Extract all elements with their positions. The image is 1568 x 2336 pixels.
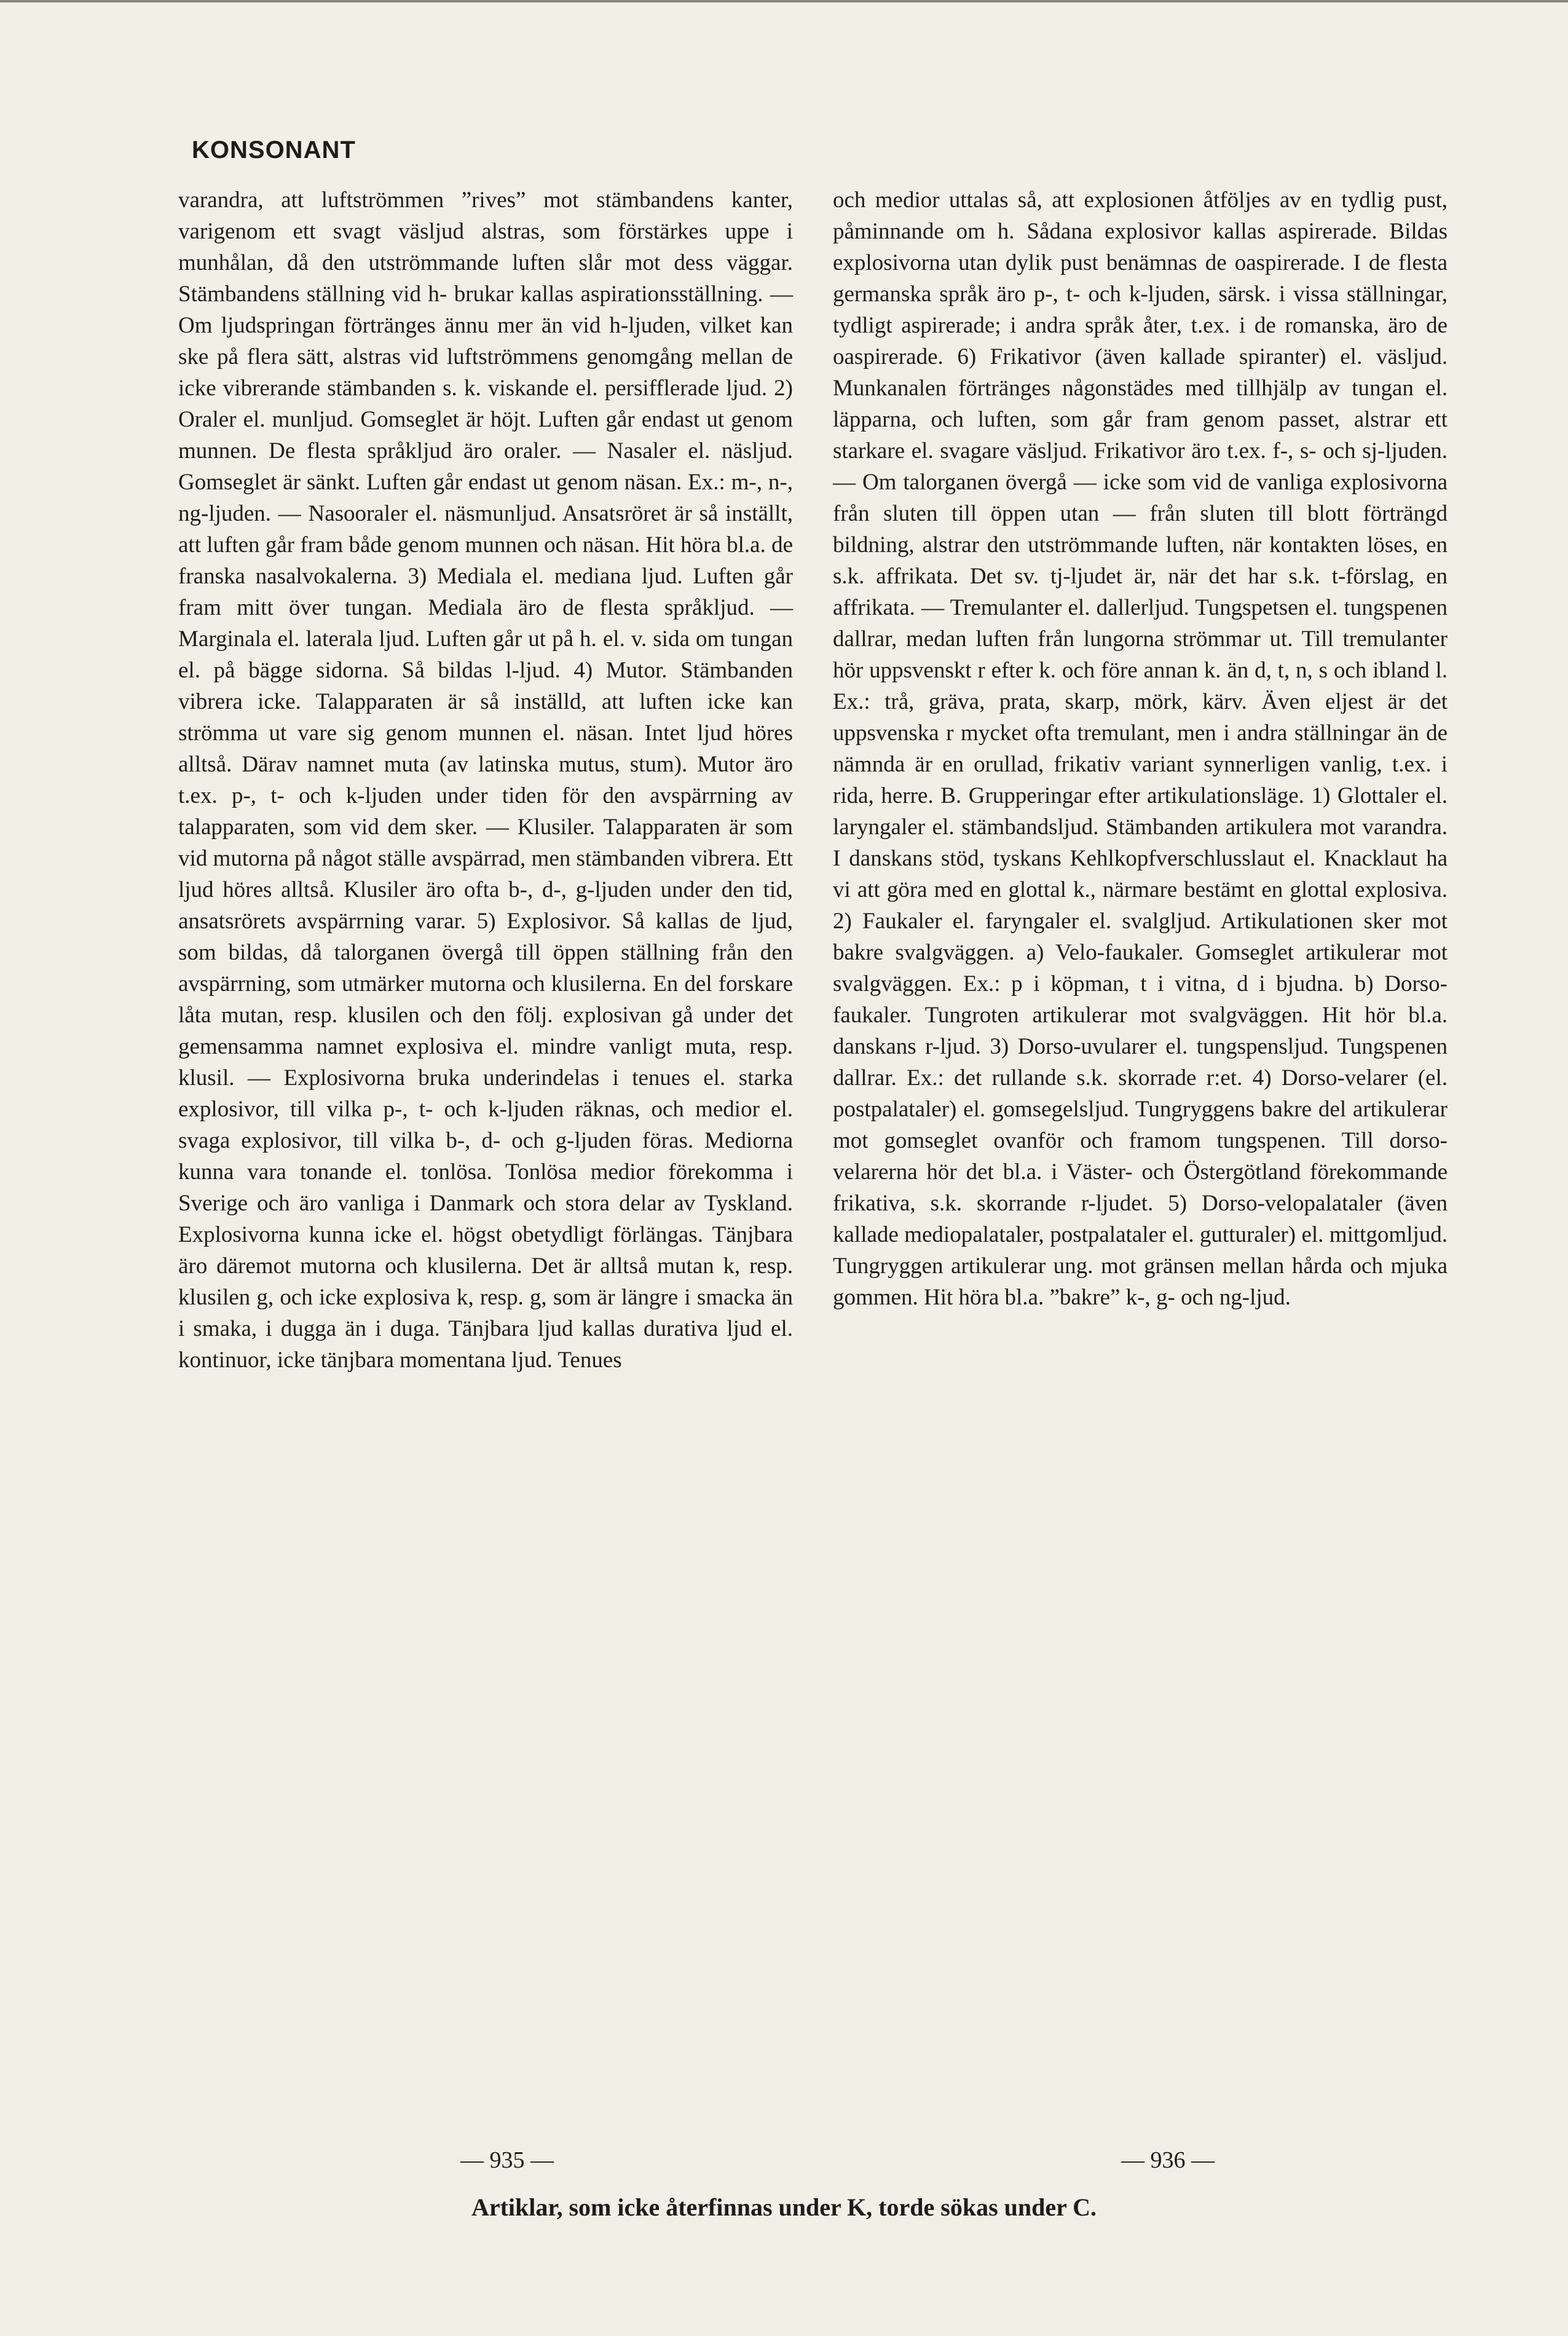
page-header: KONSONANT [192, 136, 356, 164]
page-edge [0, 0, 1568, 2]
left-column [178, 184, 793, 1376]
right-column [833, 184, 1448, 1313]
page-number-left: — 935 — [460, 2147, 554, 2173]
left-column-text: varandra, att luftströmmen ”rives” mot stämbandens kanter, varigenom ett svagt väsljud alstras, som förstärkes uppe i munhålan, då den utströmmande luften slår mot dess väggar. Stämbandens ställning vid h- brukar kallas aspirationsställning. — Om ljudspringan förtränges ännu mer än vid h-ljuden, vilket kan ske på flera sätt, alstras vid luftströmmens genomgång mellan de icke vibrerande stämbanden s. k. viskande el. persifflerade ljud. 2) Oraler el. munljud. Gomseglet är höjt. Luften går endast ut genom munnen. De flesta språkljud äro oraler. — Nasaler el. näsljud. Gomseglet är sänkt. Luften går endast ut genom näsan. Ex.: m-, n-, ng-ljuden. — Nasooraler el. näsmunljud. Ansatsröret är så inställt, att luften går fram både genom munnen och näsan. Hit höra bl.a. de franska nasalvokalerna. 3) Mediala el. mediana ljud. Luften går fram mitt över tungan. Mediala äro de flesta språkljud. — Marginala el. laterala ljud. Luften går ut på h. el. v. sida om tungan el. på bägge sidorna. Så bildas l-ljud. 4) Mutor. Stämbanden vibrera icke. Talapparaten är så inställd, att luften icke kan strömma ut vare sig genom munnen el. näsan. Intet ljud höres alltså. Därav namnet muta (av latinska mutus, stum). Mutor äro t.ex. p-, t- och k-ljuden under tiden för den avspärrning av talapparaten, som vid dem sker. — Klusiler. Talapparaten är som vid mutorna på något ställe avspärrad, men stämbanden vibrera. Ett ljud höres alltså. Klusiler äro ofta b-, d-, g-ljuden under den tid, ansatsrörets avspärrning varar. 5) Explosivor. Så kallas de ljud, som bildas, då talorganen övergå till öppen ställning från den avspärrning, som utmärker mutorna och klusilerna. En del forskare låta mutan, resp. klusilen och den följ. explosivan gå under det gemensamma namnet explosiva el. mindre vanligt muta, resp. klusil. — Explosivorna bruka underindelas i tenues el. starka explosivor, till vilka p-, t- och k-ljuden räknas, och medior el. svaga explosivor, till vilka b-, d- och g-ljuden föras. Mediorna kunna vara tonande el. tonlösa. Tonlösa medior förekomma i Sverige och äro vanliga i Danmark och stora delar av Tyskland. Explosivorna kunna icke el. högst obetydligt förlängas. Tänjbara äro däremot mutorna och klusilerna. Det är alltså mutan k, resp. klusilen g, och icke explosiva k, resp. g, som är längre i smacka än i smaka, i dugga än i duga. Tänjbara ljud kallas durativa ljud el. kontinuor, icke tänjbara momentana ljud. Tenues [178, 187, 793, 1373]
right-column-text: och medior uttalas så, att explosionen åtföljes av en tydlig pust, påminnande om h. Sådana explosivor kallas aspirerade. Bildas explosivorna utan dylik pust benämnas de oaspirerade. I de flesta germanska språk äro p-, t- och k-ljuden, särsk. i vissa ställningar, tydligt aspirerade; i andra språk åter, t.ex. i de romanska, äro de oaspirerade. 6) Frikativor (även kallade spiranter) el. väsljud. Munkanalen förtränges någonstädes med tillhjälp av tungan el. läpparna, och luften, som går fram genom passet, alstrar ett starkare el. svagare väsljud. Frikativor äro t.ex. f-, s- och sj-ljuden. — Om talorganen övergå — icke som vid de vanliga explosivorna från sluten till öppen utan — från sluten till blott förträngd bildning, alstrar den utströmmande luften, när kontakten löses, en s.k. affrikata. Det sv. tj-ljudet är, när det har s.k. t-förslag, en affrikata. — Tremulanter el. dallerljud. Tungspetsen el. tungspenen dallrar, medan luften från lungorna strömmar ut. Till tremulanter hör uppsvenskt r efter k. och före annan k. än d, t, n, s och ibland l. Ex.: trå, gräva, prata, skarp, mörk, kärv. Även eljest är det uppsvenska r mycket ofta tremulant, men i andra ställningar än de nämnda är en orullad, frikativ variant synnerligen vanlig, t.ex. i rida, herre. B. Grupperingar efter artikulationsläge. 1) Glottaler el. laryngaler el. stämbandsljud. Stämbanden artikulera mot varandra. I danskans stöd, tyskans Kehlkopfverschlusslaut el. Knacklaut ha vi att göra med en glottal k., närmare bestämt en glottal explosiva. 2) Faukaler el. faryngaler el. svalgljud. Artikulationen sker mot bakre svalgväggen. a) Velo-faukaler. Gomseglet artikulerar mot svalgväggen. Ex.: p i köpman, t i vitna, d i bjudna. b) Dorso-faukaler. Tungroten artikulerar mot svalgväggen. Hit hör bl.a. danskans r-ljud. 3) Dorso-uvularer el. tungspensljud. Tungspenen dallrar. Ex.: det rullande s.k. skorrade r:et. 4) Dorso-velarer (el. postpalataler) el. gomsegelsljud. Tungryggens bakre del artikulerar mot gomseglet ovanför och framom tungspenen. Till dorso-velarerna hör det bl.a. i Väster- och Östergötland förekommande frikativa, s.k. skorrande r-ljudet. 5) Dorso-velopalataler (även kallade mediopalataler, postpalataler el. gutturaler) el. mittgomljud. Tungryggen artikulerar ung. mot gränsen mellan hårda och mjuka gommen. Hit höra bl.a. ”bakre” k-, g- och ng-ljud. [833, 187, 1448, 1310]
page-number-right: — 936 — [1121, 2147, 1215, 2173]
footer-note: Artiklar, som icke återfinnas under K, torde sökas under C. [471, 2193, 1097, 2221]
